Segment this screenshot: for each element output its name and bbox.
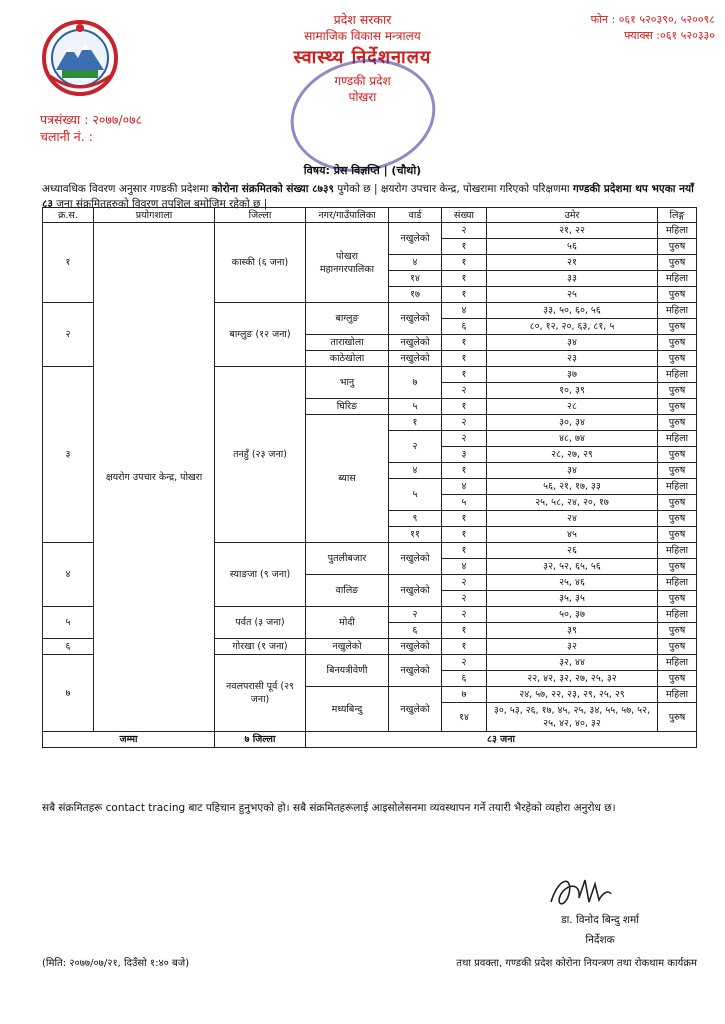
- col-age: उमेर: [487, 208, 658, 223]
- table-row: ४ १ २१ पुरुष: [43, 255, 697, 271]
- table-row: २ १०, ३९ पुरुष: [43, 383, 697, 399]
- subject-line: विषय: प्रेस विज्ञप्ति | (चौथो): [303, 164, 422, 177]
- table-row: १७ १ २५ पुरुष: [43, 287, 697, 303]
- letter-number: पत्रसंख्या : २०७७/०७८: [40, 112, 143, 127]
- table-header-row: [43, 208, 697, 223]
- table-row: ११ १ ४५ पुरुष: [43, 527, 697, 543]
- table-row: २ ३५, ३५ पुरुष: [43, 591, 697, 607]
- table-row: ४ १ ३४ पुरुष: [43, 463, 697, 479]
- table-row: २ बाग्लुङ (१२ जना) बाग्लुङ नखुलेको ४ ३३, ५०, ६०, ५६ महिला: [43, 303, 697, 319]
- cases-table: [42, 207, 697, 748]
- table-row: ताराखोला नखुलेको १ ३४ पुरुष: [43, 335, 697, 351]
- table-row: १ ५६ पुरुष: [43, 239, 697, 255]
- table-row: ९ १ २४ पुरुष: [43, 511, 697, 527]
- signature-image: [545, 872, 615, 914]
- header-province: गण्डकी प्रदेश: [334, 74, 391, 88]
- table-row: २ २ ४८, ७४ महिला: [43, 431, 697, 447]
- date-line: (मिति: २०७७/०७/२१, दिउँसो १:४० बजे): [42, 958, 190, 969]
- table-row: ६ २२, ४२, ३२, २७, २५, ३२ पुरुष: [43, 671, 697, 687]
- total-row: जम्मा ७ जिल्ला ८३ जना: [43, 732, 697, 748]
- col-sn: क्र.स.: [43, 208, 94, 223]
- table-row: ६ गोरखा (१ जना) नखुलेको नखुलेको १ ३२ पुरुष: [43, 639, 697, 655]
- col-count: संख्या: [442, 208, 487, 223]
- table-row: ४ स्याङजा (९ जना) पुतलीबजार नखुलेको १ २६ महिला: [43, 543, 697, 559]
- dispatch-number: चलानी नं. :: [40, 129, 93, 144]
- table-row: ५ ४ ५६, २१, १७, ३३ महिला: [43, 479, 697, 495]
- col-ward: वार्ड: [389, 208, 442, 223]
- table-row: ब्यास १ २ ३०, ३४ पुरुष: [43, 415, 697, 431]
- contact-fax: फ्याक्स :०६१ ५२०३३०: [624, 29, 715, 42]
- col-district: जिल्ला: [215, 208, 306, 223]
- header-government: प्रदेश सरकार: [333, 12, 392, 27]
- contact-phone: फोन : ०६१ ५२०३९०, ५२००९८: [590, 13, 715, 26]
- table-row: १ क्षयरोग उपचार केन्द्र, पोखरा कास्की (६ जना) पोखरा महानगरपालिका नखुलेको २ २१, २२ महिला: [43, 223, 697, 239]
- table-row: ५ २५, ५८, २४, २०, १७ पुरुष: [43, 495, 697, 511]
- table-row: ६ ८०, १२, २०, ६३, ८१, ५ पुरुष: [43, 319, 697, 335]
- table-row: ३ तनहुँ (२३ जना) भानु ७ १ ३७ महिला: [43, 367, 697, 383]
- signatory-role: तथा प्रवक्ता, गण्डकी प्रदेश कोरोना नियन्त्रण तथा रोकथाम कार्यक्रम: [456, 958, 697, 969]
- table-row: ६ १ ३९ पुरुष: [43, 623, 697, 639]
- intro-paragraph: अध्यावधिक विवरण अनुसार गण्डकी प्रदेशमा कोरोना संक्रमितको संख्या ८७३९ पुगेको छ | क्षयरोग उपचार केन्द्र, पोखरामा गरिएको परिक्षणमा गण्डकी प्रदेशमा थप भएका नयाँ ८३ जना संक्रमितहरुको विवरण तपशिल बमोजिम रहेको छ |: [42, 183, 694, 210]
- header-ministry: सामाजिक विकास मन्त्रालय: [304, 29, 421, 43]
- table-row: ७ नवलपरासी पूर्व (२९ जना) बिनयत्रीवेणी नखुलेको २ ३२, ४४ महिला: [43, 655, 697, 671]
- table-row: १४ १ ३३ महिला: [43, 271, 697, 287]
- col-gender: लिङ्ग: [658, 208, 697, 223]
- table-row: ५ पर्वत (३ जना) मोदी २ २ ५०, ३७ महिला: [43, 607, 697, 623]
- table-row: वालिङ नखुलेको २ २५, ४६ महिला: [43, 575, 697, 591]
- col-municipality: नगर/गाउँपालिका: [306, 208, 389, 223]
- table-row: ३ २८, २७, २९ पुरुष: [43, 447, 697, 463]
- col-lab: प्रयोगशाला: [94, 208, 215, 223]
- header-city: पोखरा: [348, 90, 377, 104]
- lab-cell: क्षयरोग उपचार केन्द्र, पोखरा: [94, 223, 215, 732]
- table-row: घिरिङ ५ १ २८ पुरुष: [43, 399, 697, 415]
- table-row: ४ ३२, ५२, ६५, ५६ पुरुष: [43, 559, 697, 575]
- tracing-note: सबै संक्रमितहरू contact tracing बाट पहिचान हुनुभएको हो। सबै संक्रमितहरूलाई आइसोलेसनमा व्यवस्थापन गर्ने तयारी भैरहेको व्यहोरा अनुरोध छ।: [42, 802, 616, 814]
- header-directorate: स्वास्थ्य निर्देशनालय: [293, 47, 432, 68]
- table-row: १४ ३०, ५३, २६, १७, ४५, २५, ३४, ५५, ५७, ५२, २५, ४२, ४०, ३२ पुरुष: [43, 703, 697, 732]
- signatory-name: डा. विनोद बिन्दु शर्मा: [560, 914, 640, 926]
- table-row: काठेखोला नखुलेको १ २३ पुरुष: [43, 351, 697, 367]
- signatory-title: निर्देशक: [585, 934, 615, 946]
- table-row: मध्यबिन्दु नखुलेको ७ २४, ५७, २२, २३, २९, २५, २९ महिला: [43, 687, 697, 703]
